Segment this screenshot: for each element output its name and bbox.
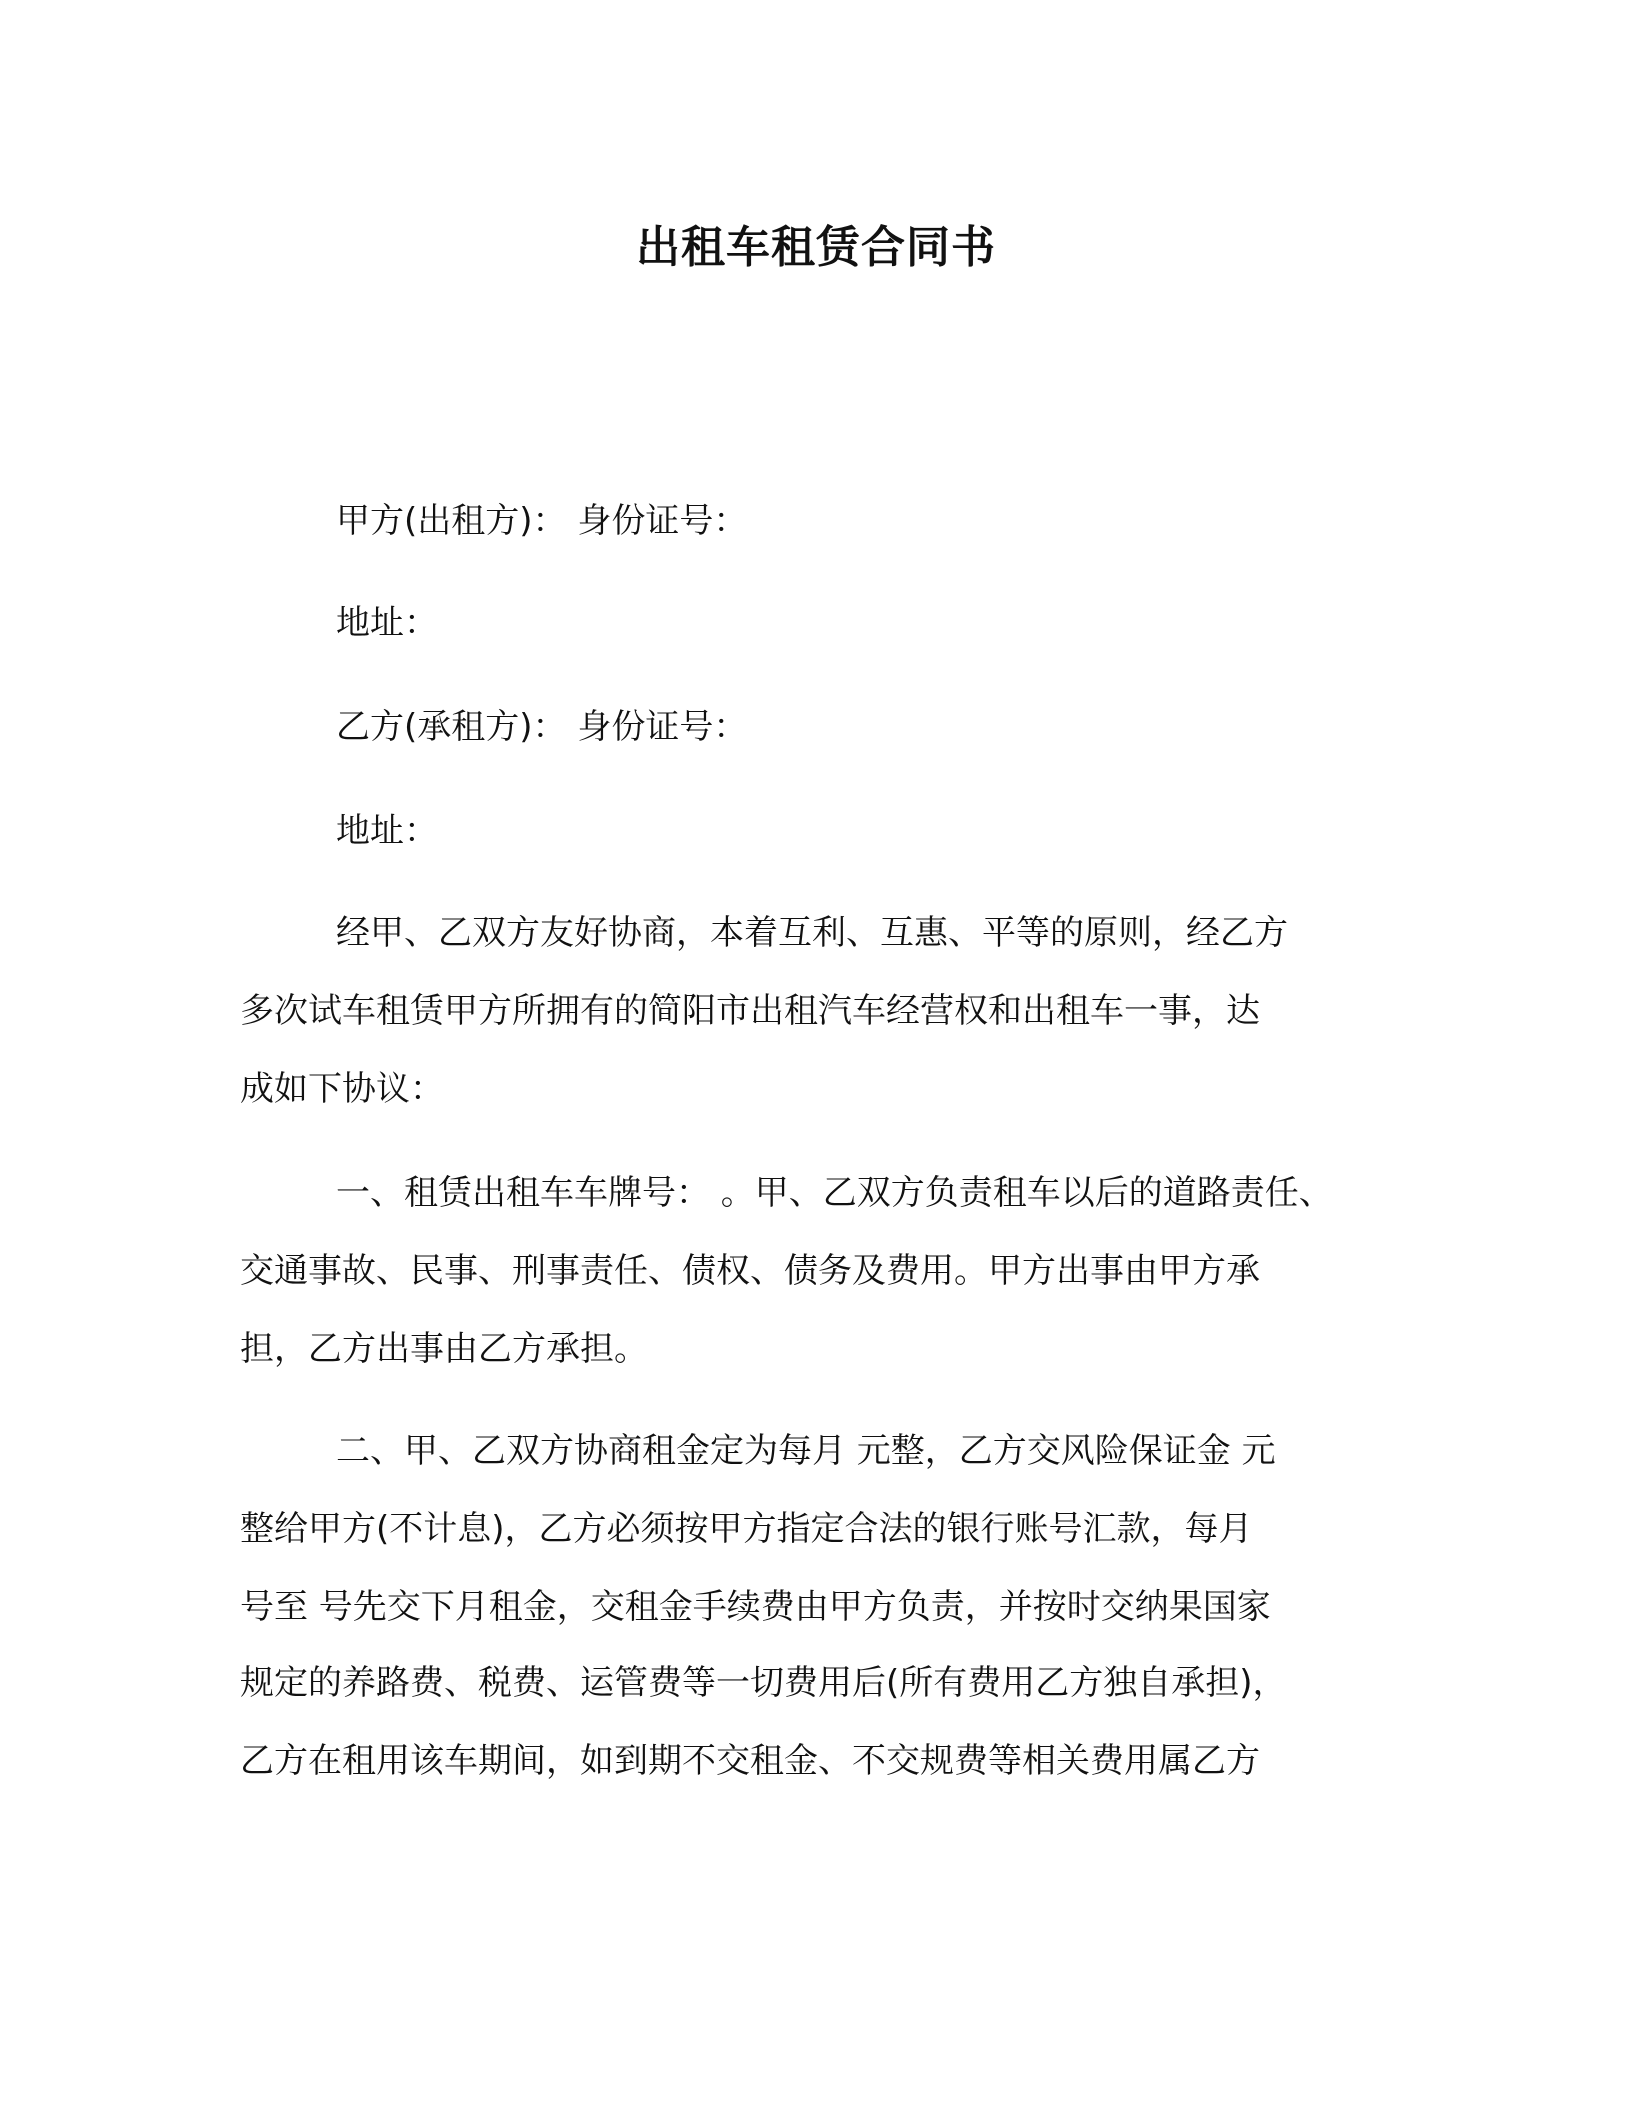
clause-1-line-1: 一、租赁出租车车牌号： 。甲、乙双方负责租车以后的道路责任、 xyxy=(336,1173,1333,1213)
party-b-line: 乙方(承租方)： 身份证号： xyxy=(336,707,748,747)
party-a-line: 甲方(出租方)： 身份证号： xyxy=(336,501,748,541)
clause-2-line-3: 号至 号先交下月租金，交租金手续费由甲方负责，并按时交纳果国家 xyxy=(240,1587,1271,1627)
clause-2-line-2: 整给甲方(不计息)，乙方必须按甲方指定合法的银行账号汇款，每月 xyxy=(240,1509,1253,1549)
clause-1-line-3: 担，乙方出事由乙方承担。 xyxy=(240,1329,648,1369)
party-a-address-line: 地址： xyxy=(336,603,438,643)
party-b-address-line: 地址： xyxy=(336,811,438,851)
clause-2-line-4: 规定的养路费、税费、运管费等一切费用后(所有费用乙方独自承担)， xyxy=(240,1663,1287,1703)
preamble-line-3: 成如下协议： xyxy=(240,1069,444,1109)
clause-1-line-2: 交通事故、民事、刑事责任、债权、债务及费用。甲方出事由甲方承 xyxy=(240,1251,1260,1291)
document-title: 出租车租赁合同书 xyxy=(636,222,996,273)
preamble-line-1: 经甲、乙双方友好协商，本着互利、互惠、平等的原则，经乙方 xyxy=(336,913,1288,953)
clause-2-line-5: 乙方在租用该车期间，如到期不交租金、不交规费等相关费用属乙方 xyxy=(240,1741,1260,1781)
clause-2-line-1: 二、甲、乙双方协商租金定为每月 元整，乙方交风险保证金 元 xyxy=(336,1431,1276,1471)
preamble-line-2: 多次试车租赁甲方所拥有的简阳市出租汽车经营权和出租车一事，达 xyxy=(240,991,1260,1031)
